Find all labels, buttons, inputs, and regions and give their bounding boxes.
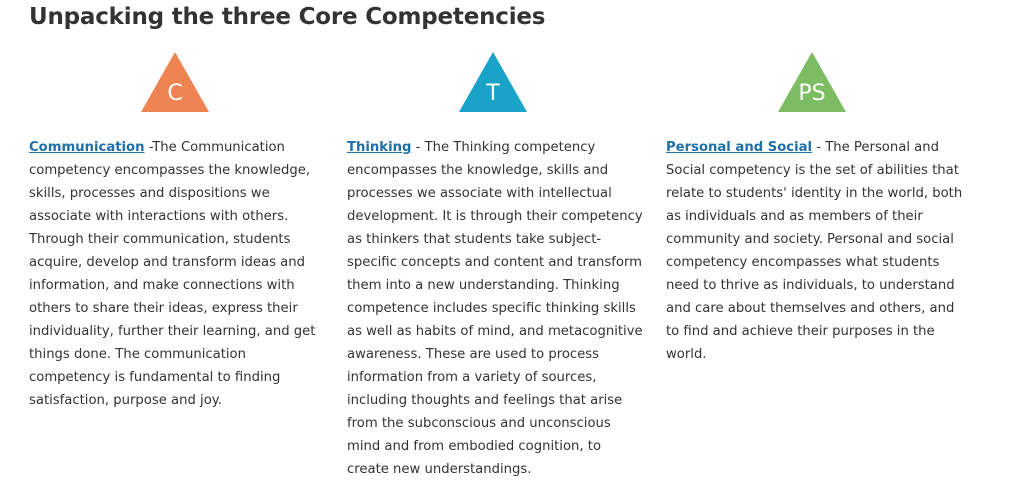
page-title: Unpacking the three Core Competencies [29,4,546,30]
personal-social-triangle-icon [778,52,846,112]
competency-text: - The Personal and Social competency is the set of abilities that relate to students' identity in the world, both as individuals and as members of their community and society. Personal and social competency encompasses what students need to thrive as individuals, to understand and care about themselves and others, and to find and achieve their purposes in the world. [666,140,963,362]
competency-description [666,136,966,366]
thinking-triangle-icon [459,52,527,112]
thinking-link[interactable]: Thinking [347,140,412,155]
competency-description [29,136,329,412]
triangle-letter: C [167,81,183,106]
triangle-letter: T [486,81,500,106]
competency-description [347,136,647,481]
communication-triangle-icon [141,52,209,112]
triangle-letter: PS [798,81,826,106]
competency-text: - The Thinking competency encompasses the knowledge, skills and processes we associate with intellectual development. It is through their competency as thinkers that students take subject-specific concepts and content and transform them into a new understanding. Thinking competence includes specific thinking skills as well as habits of mind, and metacognitive awareness. These are used to process information from a variety of sources, including thoughts and feelings that arise from the subconscious and unconscious mind and from embodied cognition, to create new understandings. [347,140,643,477]
communication-link[interactable]: Communication [29,140,145,155]
competency-text: -The Communication competency encompasses the knowledge, skills, processes and dispositions we associate with interactions with others. Through their communication, students acquire, develop and transform ideas and information, and make connections with others to share their ideas, express their individuality, further their learning, and get things done. The communication competency is fundamental to finding satisfaction, purpose and joy. [29,140,316,408]
personal-social-link[interactable]: Personal and Social [666,140,813,155]
